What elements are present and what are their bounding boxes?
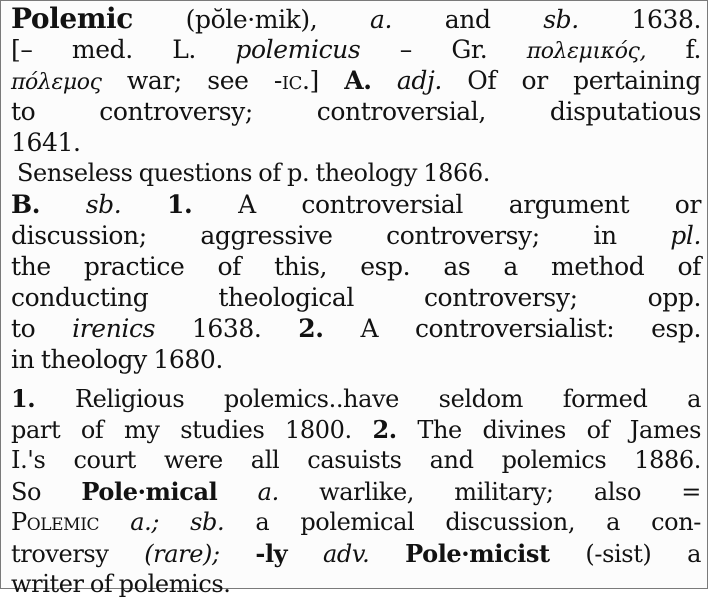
entry-line-16: So Pole·mical a. warlike, military; also =	[11, 477, 702, 506]
derivative-headword: Pole·micist	[405, 539, 550, 568]
entry-line-11: to irenics 1638. 2. A controversialist: esp.	[11, 314, 702, 343]
quotation-line: Senseless questions of p. theology 1866.	[17, 159, 490, 187]
cross-reference: Polemic	[11, 508, 100, 536]
entry-line-5: 1641.	[11, 128, 81, 157]
greek-word: πόλεμος	[11, 70, 102, 95]
sense-label: A.	[344, 66, 372, 95]
entry-line-2: [– med. L. polemicus – Gr. πολεμικός, f.	[11, 35, 702, 64]
entry-line-1: Polemic (pŏle·mik), a. and sb. 1638.	[11, 2, 702, 35]
entry-line-18: troversy (rare); -ly adv. Pole·micist (-sist) a	[11, 539, 702, 568]
greek-word: πολεμικός,	[526, 39, 647, 64]
quotation-line: 1. Religious polemics..have seldom formed a	[11, 384, 702, 413]
quotation-line: I.'s court were all casuists and polemics 1886.	[11, 446, 701, 474]
entry-line-10: conducting theological controversy; opp.	[11, 283, 701, 312]
quotation-line: part of my studies 1800. 2. The divines of James	[11, 415, 702, 444]
first-date: 1638.	[631, 5, 702, 34]
sense-label: B.	[11, 190, 41, 219]
entry-line-12: in theology 1680.	[11, 345, 223, 374]
entry-line-19: writer of polemics.	[11, 570, 231, 598]
entry-line-3: πόλεμος war; see -ic.] A. adj. Of or pertaining	[11, 66, 701, 95]
entry-line-4: to controversy; controversial, disputatious	[11, 97, 701, 126]
dictionary-entry	[11, 1, 701, 600]
headword: Polemic	[11, 2, 133, 35]
entry-line-9: the practice of this, esp. as a method of	[11, 252, 701, 281]
derivative-headword: Pole·mical	[81, 477, 218, 506]
entry-line-17: Polemic a.; sb. a polemical discussion, a con-	[11, 508, 702, 536]
entry-line-8: discussion; aggressive controversy; in pl.	[11, 221, 701, 250]
entry-line-7: B. sb. 1. A controversial argument or	[11, 190, 702, 219]
